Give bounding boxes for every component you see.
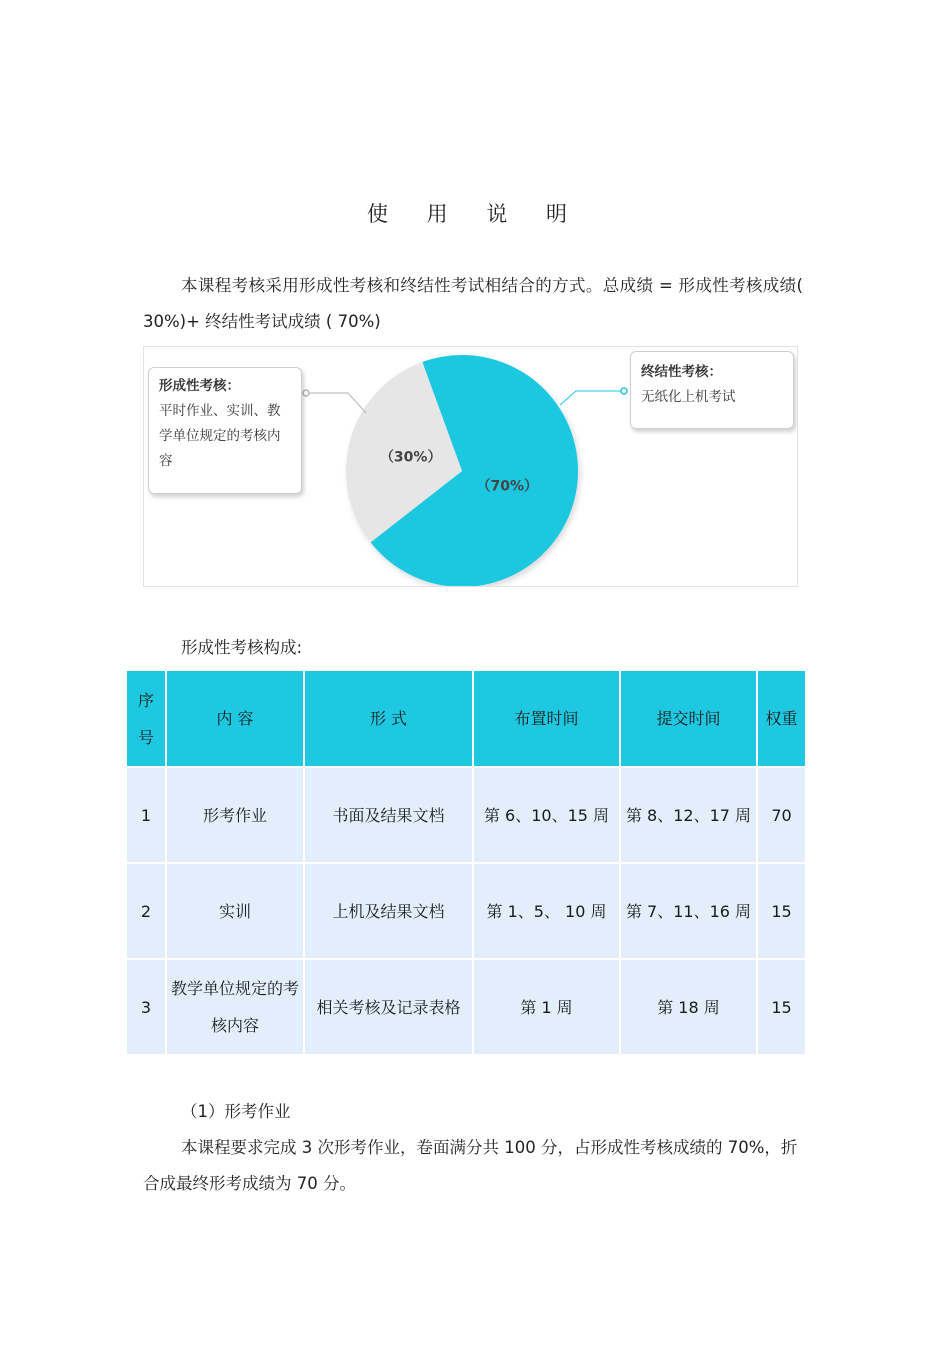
cell-submit-time: 第 8、12、17 周 (620, 767, 757, 863)
cell-submit-time: 第 18 周 (620, 959, 757, 1055)
cell-content: 教学单位规定的考核内容 (166, 959, 304, 1055)
header-submit-time: 提交时间 (620, 670, 757, 767)
header-index: 序号 (126, 670, 166, 767)
cell-weight: 15 (757, 863, 806, 959)
cell-assign-time: 第 1 周 (473, 959, 620, 1055)
cell-form: 相关考核及记录表格 (304, 959, 473, 1055)
summative-callout (630, 351, 794, 429)
cell-form: 书面及结果文档 (304, 767, 473, 863)
header-form: 形 式 (304, 670, 473, 767)
pie-slice-label: （30%） (379, 449, 442, 466)
header-content: 内 容 (166, 670, 304, 767)
formative-table (125, 669, 807, 1056)
formative-callout (148, 367, 302, 494)
homework-paragraph: 本课程要求完成 3 次形考作业，卷面满分共 100 分，占形成性考核成绩的 70%，折合成最终形考成绩为 70 分。 (143, 1138, 798, 1193)
header-weight: 权重 (757, 670, 806, 767)
cell-submit-time: 第 7、11、16 周 (620, 863, 757, 959)
formative-callout-title: 形成性考核： (159, 378, 240, 394)
pie-slice-label: （70%） (476, 478, 539, 495)
page-title: 使 用 说 明 (366, 202, 584, 226)
cell-content: 形考作业 (166, 767, 304, 863)
table-header-row (126, 670, 806, 767)
cell-form: 上机及结果文档 (304, 863, 473, 959)
right-connector-line (560, 391, 622, 405)
table-row (126, 863, 806, 959)
intro-paragraph: 本课程考核采用形成性考核和终结性考试相结合的方式。总成绩 = 形成性考核成绩( 30%)+ 终结性考试成绩 ( 70%) (143, 276, 803, 331)
header-assign-time: 布置时间 (473, 670, 620, 767)
right-connector-dot (621, 388, 627, 394)
table-row (126, 959, 806, 1055)
grading-pie-figure (143, 346, 798, 587)
summative-callout-title: 终结性考核： (641, 364, 722, 380)
cell-weight: 15 (757, 959, 806, 1055)
table-row (126, 767, 806, 863)
cell-index: 1 (126, 767, 166, 863)
cell-assign-time: 第 6、10、15 周 (473, 767, 620, 863)
section-heading: 形成性考核构成: (181, 638, 303, 657)
cell-content: 实训 (166, 863, 304, 959)
cell-index: 2 (126, 863, 166, 959)
cell-weight: 70 (757, 767, 806, 863)
summative-callout-body: 无纸化上机考试 (641, 389, 736, 405)
subsection-title: （1）形考作业 (181, 1102, 291, 1121)
cell-assign-time: 第 1、5、 10 周 (473, 863, 620, 959)
formative-callout-body: 平时作业、实训、教学单位规定的考核内容 (159, 403, 281, 469)
left-connector-line (302, 393, 366, 413)
cell-index: 3 (126, 959, 166, 1055)
left-connector-dot (303, 390, 309, 396)
